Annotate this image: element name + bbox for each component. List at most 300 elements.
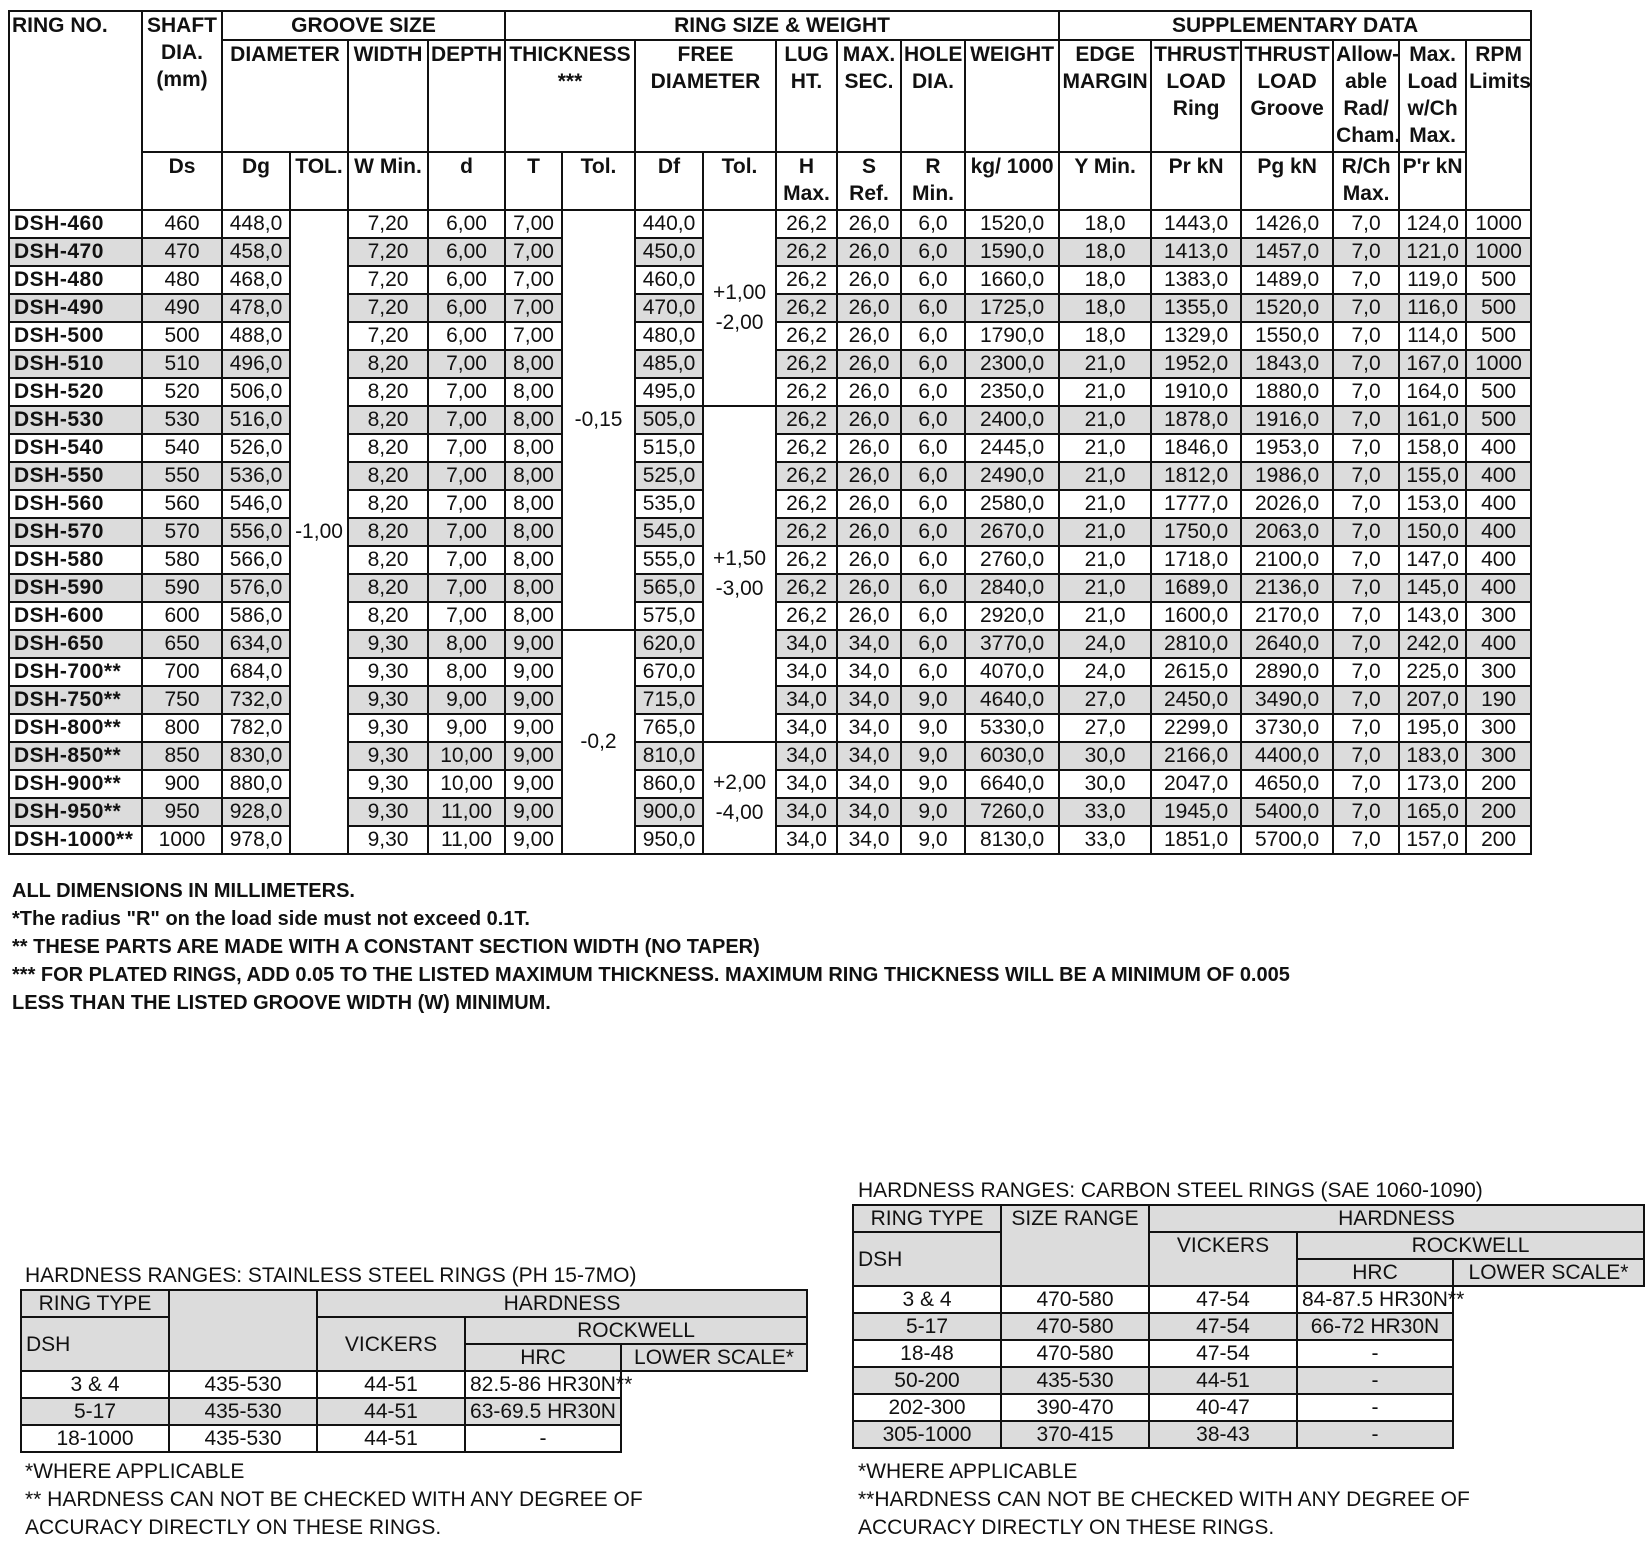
- cell-ds: 750: [142, 686, 222, 714]
- cell-ring-no: DSH-460: [9, 210, 142, 238]
- header-lug-ht: LUG HT.: [776, 40, 837, 152]
- cell-w: 8,20: [348, 434, 428, 462]
- cell-ppr: 158,0: [1399, 434, 1466, 462]
- cell-h: 26,2: [776, 210, 837, 238]
- cell-t: 7,00: [505, 210, 562, 238]
- cell-w: 8,20: [348, 406, 428, 434]
- cell-ring-no: DSH-530: [9, 406, 142, 434]
- cell-df-tol: +2,00 -4,00: [703, 742, 776, 854]
- table-row: [853, 1367, 1644, 1394]
- cell-y: 33,0: [1059, 826, 1151, 854]
- cell-vickers: 390-470: [1001, 1394, 1149, 1421]
- cell-ring-no: DSH-470: [9, 238, 142, 266]
- cell-kg: 6640,0: [965, 770, 1059, 798]
- note-plated-rings: *** FOR PLATED RINGS, ADD 0.05 TO THE LISTED MAXIMUM THICKNESS. MAXIMUM RING THICKNESS WILL BE A MINIMUM OF 0.005: [12, 964, 1290, 986]
- cell-df: 505,0: [635, 406, 703, 434]
- cell-kg: 2580,0: [965, 490, 1059, 518]
- cell-pr: 1413,0: [1151, 238, 1241, 266]
- cell-d: 7,00: [428, 378, 505, 406]
- cell-t: 8,00: [505, 378, 562, 406]
- cell-ring-no: DSH-550: [9, 462, 142, 490]
- cell-s: 26,0: [837, 238, 901, 266]
- cell-h: 26,2: [776, 350, 837, 378]
- cell-rpm: 500: [1466, 266, 1531, 294]
- cell-rch: 7,0: [1333, 770, 1399, 798]
- cell-df: 950,0: [635, 826, 703, 854]
- cell-rch: 7,0: [1333, 630, 1399, 658]
- cell-lower-scale: 84-87.5 HR30N**: [1297, 1286, 1453, 1313]
- cell-kg: 2300,0: [965, 350, 1059, 378]
- cell-dg: 546,0: [222, 490, 290, 518]
- cell-w: 7,20: [348, 238, 428, 266]
- cell-pg: 1489,0: [1241, 266, 1333, 294]
- stainless-header-size-range-cell: [169, 1290, 317, 1371]
- cell-pr: 1443,0: [1151, 210, 1241, 238]
- cell-kg: 2670,0: [965, 518, 1059, 546]
- cell-ppr: 155,0: [1399, 462, 1466, 490]
- cell-ds: 500: [142, 322, 222, 350]
- cell-pr: 2450,0: [1151, 686, 1241, 714]
- cell-dg: 880,0: [222, 770, 290, 798]
- cell-df: 620,0: [635, 630, 703, 658]
- cell-rch: 7,0: [1333, 238, 1399, 266]
- cell-dg: 978,0: [222, 826, 290, 854]
- cell-kg: 1590,0: [965, 238, 1059, 266]
- unit-rch: R/Ch Max.: [1333, 152, 1399, 210]
- cell-w: 8,20: [348, 518, 428, 546]
- table-row: [853, 1394, 1644, 1421]
- cell-size-range: 18-48: [853, 1340, 1001, 1367]
- cell-t: 7,00: [505, 238, 562, 266]
- cell-d: 7,00: [428, 434, 505, 462]
- cell-vickers: 435-530: [169, 1398, 317, 1425]
- cell-r: 6,0: [901, 406, 965, 434]
- stainless-title: HARDNESS RANGES: STAINLESS STEEL RINGS (PH 15-7MO): [25, 1264, 637, 1287]
- cell-r: 6,0: [901, 378, 965, 406]
- table-row: [9, 210, 1531, 238]
- unit-ppr: P'r kN: [1399, 152, 1466, 210]
- cell-r: 6,0: [901, 322, 965, 350]
- cell-rch: 7,0: [1333, 406, 1399, 434]
- cell-ppr: 121,0: [1399, 238, 1466, 266]
- cell-pg: 1843,0: [1241, 350, 1333, 378]
- cell-rpm: 400: [1466, 574, 1531, 602]
- cell-t: 8,00: [505, 602, 562, 630]
- cell-ppr: 114,0: [1399, 322, 1466, 350]
- cell-rch: 7,0: [1333, 434, 1399, 462]
- table-row: [853, 1313, 1644, 1340]
- cell-kg: 3770,0: [965, 630, 1059, 658]
- header-edge-margin: EDGE MARGIN: [1059, 40, 1151, 152]
- table-row: [9, 742, 1531, 770]
- carbon-hardness-table: [852, 1204, 1645, 1449]
- cell-dg: 488,0: [222, 322, 290, 350]
- cell-r: 9,0: [901, 686, 965, 714]
- cell-kg: 2400,0: [965, 406, 1059, 434]
- cell-t: 8,00: [505, 546, 562, 574]
- cell-y: 18,0: [1059, 322, 1151, 350]
- carbon-note-3: ACCURACY DIRECTLY ON THESE RINGS.: [858, 1516, 1275, 1539]
- cell-w: 9,30: [348, 742, 428, 770]
- cell-df: 765,0: [635, 714, 703, 742]
- cell-ds: 550: [142, 462, 222, 490]
- cell-pr: 1718,0: [1151, 546, 1241, 574]
- cell-dg: 566,0: [222, 546, 290, 574]
- cell-t: 9,00: [505, 742, 562, 770]
- cell-s: 26,0: [837, 378, 901, 406]
- cell-ppr: 164,0: [1399, 378, 1466, 406]
- cell-ds: 600: [142, 602, 222, 630]
- cell-kg: 1790,0: [965, 322, 1059, 350]
- cell-t: 8,00: [505, 406, 562, 434]
- cell-pr: 2299,0: [1151, 714, 1241, 742]
- header-max-load: Max. Load w/Ch Max.: [1399, 40, 1466, 152]
- cell-ppr: 153,0: [1399, 490, 1466, 518]
- cell-hrc: 38-43: [1149, 1421, 1297, 1448]
- cell-pr: 1329,0: [1151, 322, 1241, 350]
- cell-dg: 496,0: [222, 350, 290, 378]
- cell-d: 11,00: [428, 826, 505, 854]
- note-radius: *The radius "R" on the load side must not exceed 0.1T.: [12, 908, 530, 930]
- header-thrust-load-ring: THRUST LOAD Ring: [1151, 40, 1241, 152]
- cell-rpm: 400: [1466, 630, 1531, 658]
- cell-pg: 2136,0: [1241, 574, 1333, 602]
- cell-pg: 1880,0: [1241, 378, 1333, 406]
- cell-r: 6,0: [901, 294, 965, 322]
- cell-w: 7,20: [348, 322, 428, 350]
- cell-s: 26,0: [837, 406, 901, 434]
- cell-t: 9,00: [505, 630, 562, 658]
- carbon-header-vickers: VICKERS: [1149, 1232, 1297, 1286]
- cell-ds: 560: [142, 490, 222, 518]
- cell-ppr: 167,0: [1399, 350, 1466, 378]
- cell-r: 9,0: [901, 742, 965, 770]
- cell-d: 7,00: [428, 462, 505, 490]
- cell-rpm: 300: [1466, 714, 1531, 742]
- cell-y: 24,0: [1059, 630, 1151, 658]
- cell-ring-no: DSH-510: [9, 350, 142, 378]
- cell-y: 24,0: [1059, 658, 1151, 686]
- cell-y: 21,0: [1059, 378, 1151, 406]
- cell-y: 21,0: [1059, 574, 1151, 602]
- header-diameter: DIAMETER: [222, 40, 348, 152]
- cell-vickers: 370-415: [1001, 1421, 1149, 1448]
- cell-ppr: 161,0: [1399, 406, 1466, 434]
- cell-kg: 8130,0: [965, 826, 1059, 854]
- cell-d: 7,00: [428, 574, 505, 602]
- cell-w: 9,30: [348, 630, 428, 658]
- cell-df: 555,0: [635, 546, 703, 574]
- unit-d: d: [428, 152, 505, 210]
- cell-ds: 850: [142, 742, 222, 770]
- cell-w: 7,20: [348, 294, 428, 322]
- cell-ring-no: DSH-540: [9, 434, 142, 462]
- cell-pr: 1812,0: [1151, 462, 1241, 490]
- cell-rch: 7,0: [1333, 518, 1399, 546]
- cell-rch: 7,0: [1333, 294, 1399, 322]
- cell-ds: 470: [142, 238, 222, 266]
- cell-kg: 2350,0: [965, 378, 1059, 406]
- cell-s: 34,0: [837, 770, 901, 798]
- cell-dg: 468,0: [222, 266, 290, 294]
- cell-kg: 5330,0: [965, 714, 1059, 742]
- unit-t: T: [505, 152, 562, 210]
- cell-hrc: 47-54: [1149, 1313, 1297, 1340]
- cell-rpm: 500: [1466, 406, 1531, 434]
- cell-ring-no: DSH-800**: [9, 714, 142, 742]
- cell-pr: 1952,0: [1151, 350, 1241, 378]
- cell-hrc: 47-54: [1149, 1340, 1297, 1367]
- cell-y: 21,0: [1059, 350, 1151, 378]
- cell-h: 26,2: [776, 322, 837, 350]
- cell-ring-no: DSH-850**: [9, 742, 142, 770]
- table-row: [853, 1340, 1644, 1367]
- cell-rch: 7,0: [1333, 462, 1399, 490]
- cell-rpm: 300: [1466, 742, 1531, 770]
- cell-rch: 7,0: [1333, 574, 1399, 602]
- cell-rpm: 400: [1466, 490, 1531, 518]
- header-max-sec: MAX. SEC.: [837, 40, 901, 152]
- cell-df: 485,0: [635, 350, 703, 378]
- cell-h: 34,0: [776, 630, 837, 658]
- cell-y: 21,0: [1059, 490, 1151, 518]
- cell-y: 30,0: [1059, 742, 1151, 770]
- header-rpm-limits: RPM Limits: [1466, 40, 1531, 210]
- cell-kg: 2760,0: [965, 546, 1059, 574]
- cell-kg: 4070,0: [965, 658, 1059, 686]
- cell-rch: 7,0: [1333, 798, 1399, 826]
- cell-dg: 536,0: [222, 462, 290, 490]
- cell-s: 26,0: [837, 434, 901, 462]
- cell-t: 8,00: [505, 434, 562, 462]
- table-row: [853, 1286, 1644, 1313]
- cell-rpm: 1000: [1466, 350, 1531, 378]
- cell-s: 34,0: [837, 714, 901, 742]
- note-constant-section: ** THESE PARTS ARE MADE WITH A CONSTANT SECTION WIDTH (NO TAPER): [12, 936, 760, 958]
- cell-dg: 634,0: [222, 630, 290, 658]
- cell-ds: 480: [142, 266, 222, 294]
- cell-h: 34,0: [776, 798, 837, 826]
- cell-w: 9,30: [348, 686, 428, 714]
- cell-rpm: 190: [1466, 686, 1531, 714]
- unit-y: Y Min.: [1059, 152, 1151, 210]
- cell-ppr: 119,0: [1399, 266, 1466, 294]
- cell-d: 7,00: [428, 518, 505, 546]
- cell-r: 6,0: [901, 462, 965, 490]
- cell-hrc: 44-51: [317, 1371, 465, 1398]
- cell-rch: 7,0: [1333, 658, 1399, 686]
- cell-t: 9,00: [505, 826, 562, 854]
- cell-size-range: 50-200: [853, 1367, 1001, 1394]
- cell-size-range: 202-300: [853, 1394, 1001, 1421]
- cell-dg: 576,0: [222, 574, 290, 602]
- cell-h: 34,0: [776, 770, 837, 798]
- cell-r: 6,0: [901, 490, 965, 518]
- cell-df: 535,0: [635, 490, 703, 518]
- cell-vickers: 470-580: [1001, 1313, 1149, 1340]
- cell-hrc: 44-51: [1149, 1367, 1297, 1394]
- cell-r: 6,0: [901, 630, 965, 658]
- stainless-header-hardness: HARDNESS: [317, 1290, 807, 1317]
- cell-rch: 7,0: [1333, 490, 1399, 518]
- cell-d: 6,00: [428, 210, 505, 238]
- cell-ring-no: DSH-750**: [9, 686, 142, 714]
- cell-s: 26,0: [837, 322, 901, 350]
- cell-s: 26,0: [837, 266, 901, 294]
- cell-ppr: 242,0: [1399, 630, 1466, 658]
- cell-ppr: 225,0: [1399, 658, 1466, 686]
- cell-ds: 700: [142, 658, 222, 686]
- cell-df: 525,0: [635, 462, 703, 490]
- cell-pr: 1777,0: [1151, 490, 1241, 518]
- carbon-note-1: *WHERE APPLICABLE: [858, 1460, 1078, 1483]
- cell-h: 34,0: [776, 714, 837, 742]
- cell-dg: 684,0: [222, 658, 290, 686]
- cell-df: 515,0: [635, 434, 703, 462]
- table-row: [9, 406, 1531, 434]
- cell-pg: 5400,0: [1241, 798, 1333, 826]
- cell-t: 8,00: [505, 462, 562, 490]
- cell-r: 6,0: [901, 546, 965, 574]
- cell-h: 26,2: [776, 434, 837, 462]
- cell-size-range: 5-17: [21, 1398, 169, 1425]
- cell-pg: 3490,0: [1241, 686, 1333, 714]
- cell-d: 10,00: [428, 770, 505, 798]
- cell-rch: 7,0: [1333, 210, 1399, 238]
- cell-y: 21,0: [1059, 602, 1151, 630]
- stainless-note-1: *WHERE APPLICABLE: [25, 1460, 245, 1483]
- cell-ring-no: DSH-590: [9, 574, 142, 602]
- cell-d: 6,00: [428, 294, 505, 322]
- header-depth: DEPTH: [428, 40, 505, 152]
- cell-pr: 1689,0: [1151, 574, 1241, 602]
- cell-rch: 7,0: [1333, 742, 1399, 770]
- cell-pg: 1953,0: [1241, 434, 1333, 462]
- cell-kg: 2840,0: [965, 574, 1059, 602]
- cell-r: 6,0: [901, 434, 965, 462]
- unit-df-tol: Tol.: [703, 152, 776, 210]
- cell-ds: 800: [142, 714, 222, 742]
- cell-pr: 1910,0: [1151, 378, 1241, 406]
- stainless-note-3: ACCURACY DIRECTLY ON THESE RINGS.: [25, 1516, 442, 1539]
- cell-r: 6,0: [901, 210, 965, 238]
- cell-w: 8,20: [348, 462, 428, 490]
- unit-dg: Dg: [222, 152, 290, 210]
- cell-vickers: 435-530: [169, 1425, 317, 1452]
- cell-hrc: 47-54: [1149, 1286, 1297, 1313]
- cell-d: 9,00: [428, 686, 505, 714]
- cell-df: 495,0: [635, 378, 703, 406]
- cell-pr: 2810,0: [1151, 630, 1241, 658]
- cell-r: 6,0: [901, 238, 965, 266]
- cell-size-range: 3 & 4: [853, 1286, 1001, 1313]
- cell-lower-scale: 63-69.5 HR30N: [465, 1398, 621, 1425]
- cell-df: 480,0: [635, 322, 703, 350]
- cell-vickers: 435-530: [169, 1371, 317, 1398]
- cell-h: 34,0: [776, 742, 837, 770]
- stainless-notes: [25, 1458, 643, 1542]
- cell-s: 26,0: [837, 294, 901, 322]
- cell-dg: 478,0: [222, 294, 290, 322]
- cell-pg: 4400,0: [1241, 742, 1333, 770]
- cell-d: 7,00: [428, 350, 505, 378]
- cell-kg: 1725,0: [965, 294, 1059, 322]
- cell-y: 21,0: [1059, 546, 1151, 574]
- cell-df: 575,0: [635, 602, 703, 630]
- cell-rpm: 200: [1466, 826, 1531, 854]
- cell-w: 9,30: [348, 826, 428, 854]
- cell-t: 7,00: [505, 294, 562, 322]
- cell-d: 8,00: [428, 658, 505, 686]
- header-ring-no: RING NO.: [9, 11, 142, 210]
- cell-ring-no: DSH-650: [9, 630, 142, 658]
- cell-rpm: 400: [1466, 546, 1531, 574]
- stainless-ring-type-dsh: DSH: [21, 1317, 169, 1371]
- cell-rpm: 500: [1466, 294, 1531, 322]
- cell-ring-no: DSH-570: [9, 518, 142, 546]
- cell-kg: 7260,0: [965, 798, 1059, 826]
- cell-size-range: 305-1000: [853, 1421, 1001, 1448]
- cell-rpm: 500: [1466, 378, 1531, 406]
- cell-s: 34,0: [837, 742, 901, 770]
- cell-vickers: 470-580: [1001, 1340, 1149, 1367]
- cell-ppr: 145,0: [1399, 574, 1466, 602]
- cell-df-tol: +1,00 -2,00: [703, 210, 776, 406]
- unit-h: H Max.: [776, 152, 837, 210]
- cell-pg: 1986,0: [1241, 462, 1333, 490]
- cell-kg: 1520,0: [965, 210, 1059, 238]
- stainless-hardness-table: [20, 1289, 808, 1453]
- cell-s: 26,0: [837, 350, 901, 378]
- cell-s: 34,0: [837, 826, 901, 854]
- cell-d: 9,00: [428, 714, 505, 742]
- cell-pr: 1600,0: [1151, 602, 1241, 630]
- cell-size-range: 18-1000: [21, 1425, 169, 1452]
- cell-rch: 7,0: [1333, 378, 1399, 406]
- cell-ring-no: DSH-520: [9, 378, 142, 406]
- cell-s: 26,0: [837, 490, 901, 518]
- cell-h: 26,2: [776, 238, 837, 266]
- cell-s: 26,0: [837, 574, 901, 602]
- cell-h: 26,2: [776, 546, 837, 574]
- cell-ds: 520: [142, 378, 222, 406]
- cell-dg: 448,0: [222, 210, 290, 238]
- cell-rpm: 300: [1466, 602, 1531, 630]
- header-groove-size: GROOVE SIZE: [222, 11, 505, 40]
- table-row: [21, 1398, 807, 1425]
- ring-spec-rows: [9, 210, 1531, 854]
- note-dimensions: ALL DIMENSIONS IN MILLIMETERS.: [12, 880, 355, 902]
- cell-s: 34,0: [837, 630, 901, 658]
- cell-d: 11,00: [428, 798, 505, 826]
- cell-h: 26,2: [776, 294, 837, 322]
- cell-dg: 732,0: [222, 686, 290, 714]
- cell-r: 9,0: [901, 770, 965, 798]
- cell-r: 6,0: [901, 574, 965, 602]
- header-thickness: THICKNESS ***: [505, 40, 635, 152]
- cell-y: 18,0: [1059, 238, 1151, 266]
- cell-h: 26,2: [776, 462, 837, 490]
- cell-lower-scale: -: [1297, 1421, 1453, 1448]
- cell-ppr: 150,0: [1399, 518, 1466, 546]
- cell-d: 8,00: [428, 630, 505, 658]
- cell-s: 34,0: [837, 658, 901, 686]
- cell-pg: 2890,0: [1241, 658, 1333, 686]
- cell-h: 26,2: [776, 378, 837, 406]
- cell-w: 9,30: [348, 798, 428, 826]
- table-notes: [12, 877, 1290, 1017]
- cell-hrc: 44-51: [317, 1398, 465, 1425]
